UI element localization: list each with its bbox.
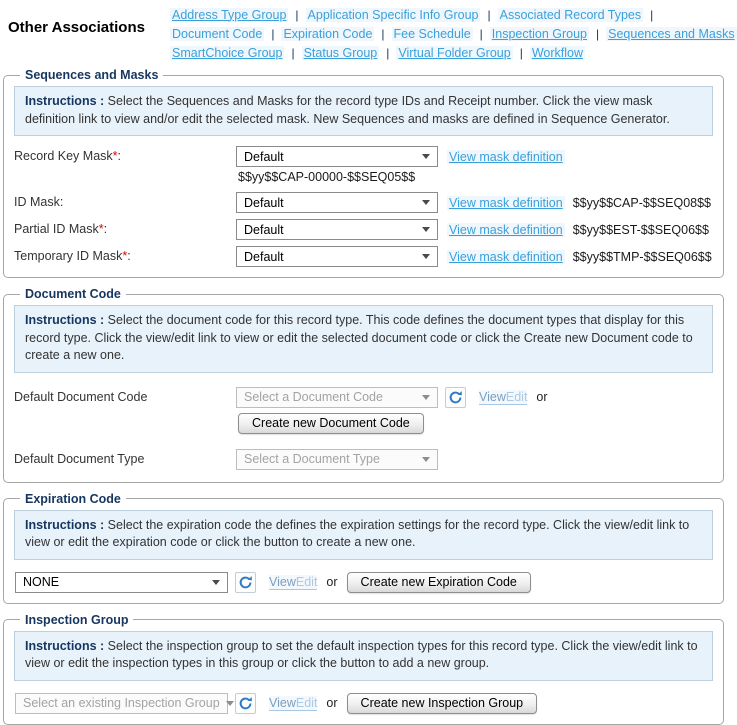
refresh-icon: [238, 696, 253, 711]
partial-id-mask-label: Partial ID Mask*:: [14, 222, 108, 236]
nav-row: [170, 5, 737, 24]
default-document-code-label: Default Document Code: [14, 389, 148, 404]
default-document-code-row: [14, 387, 713, 434]
view-edit-link[interactable]: ViewEdit: [269, 574, 318, 589]
required-asterisk: *: [122, 249, 128, 263]
inspection-group-select[interactable]: Select an existing Inspection Group: [15, 693, 228, 714]
chevron-down-icon: [226, 701, 234, 706]
chevron-down-icon: [422, 395, 430, 400]
refresh-button[interactable]: [235, 572, 256, 593]
partial-id-mask-value: $$yy$$EST-$$SEQ06$$: [572, 222, 709, 237]
nav-separator: |: [381, 26, 385, 41]
instructions-box: [14, 86, 713, 136]
view-mask-definition-link[interactable]: View mask definition: [449, 249, 563, 264]
nav-link-workflow[interactable]: Workflow: [531, 45, 583, 60]
nav-link-fee-schedule[interactable]: Fee Schedule: [393, 26, 471, 41]
nav-separator: |: [291, 45, 295, 60]
section-title: Expiration Code: [25, 491, 121, 506]
id-mask-value: $$yy$$CAP-$$SEQ08$$: [572, 195, 711, 210]
nav-link-address-type-group[interactable]: Address Type Group: [172, 7, 287, 22]
instructions-text: Select the Sequences and Masks for the record type IDs and Receipt number. Click the view mask definition link to view and/or edit the selected mask. New Sequences and masks are defined in Sequence Generator.: [25, 94, 670, 126]
nav-link-smartchoice-group[interactable]: SmartChoice Group: [172, 45, 283, 60]
nav-separator: |: [487, 7, 491, 22]
nav-separator: |: [271, 26, 275, 41]
id-mask-label: ID Mask:: [14, 195, 64, 209]
section-title: Document Code: [25, 287, 121, 301]
default-document-type-label: Default Document Type: [14, 451, 145, 466]
id-mask-row: [14, 192, 713, 213]
refresh-button[interactable]: [235, 693, 256, 714]
instructions-label: Instructions :: [25, 313, 105, 327]
view-edit-link[interactable]: ViewEdit: [479, 389, 528, 404]
nav-link-associated-record-types[interactable]: Associated Record Types: [499, 7, 642, 22]
page-title: Other Associations: [8, 19, 145, 36]
nav-separator: |: [519, 45, 523, 60]
default-document-code-select[interactable]: Select a Document Code: [236, 387, 438, 408]
top-nav: [170, 3, 737, 62]
temporary-id-mask-row: [14, 246, 713, 267]
temporary-id-mask-label: Temporary ID Mask*:: [14, 249, 131, 263]
nav-link-virtual-folder-group[interactable]: Virtual Folder Group: [398, 45, 511, 60]
nav-link-application-specific-info-group[interactable]: Application Specific Info Group: [307, 7, 479, 22]
section-title: Sequences and Masks: [25, 68, 159, 82]
section-inspection-group: [3, 613, 724, 725]
instructions-label: Instructions :: [25, 638, 105, 653]
nav-link-status-group[interactable]: Status Group: [303, 45, 378, 60]
nav-separator: |: [295, 7, 299, 22]
nav-row: [170, 43, 737, 62]
nav-row: [170, 24, 737, 43]
instructions-box: [14, 510, 713, 560]
nav-separator: |: [596, 26, 600, 41]
nav-separator: |: [386, 45, 390, 60]
view-edit-link[interactable]: ViewEdit: [269, 695, 318, 710]
record-key-mask-value: $$yy$$CAP-00000-$$SEQ05$$: [238, 170, 416, 184]
create-new-expiration-code-button[interactable]: Create new Expiration Code: [347, 572, 531, 593]
nav-separator: |: [479, 26, 483, 41]
record-key-mask-row: [14, 146, 713, 186]
instructions-text: Select the expiration code the defines the expiration settings for the record type. Click the view/edit link to view or edit the expiration code or click the button to create a new one.: [25, 517, 690, 549]
default-document-type-row: [14, 449, 713, 470]
view-mask-definition-link[interactable]: View mask definition: [449, 195, 563, 210]
chevron-down-icon: [422, 200, 430, 205]
instructions-text: Select the inspection group to set the default inspection types for this record type. Click the view/edit link to view or edit the inspection types in this group or click the button to add a new group.: [25, 638, 698, 670]
partial-id-mask-row: [14, 219, 713, 240]
instructions-text: Select the document code for this record type. This code defines the document types that display for this record type. Click the view/edit link to view or edit the selected document code or click the Create new Document code to create a new one.: [25, 313, 693, 362]
chevron-down-icon: [212, 580, 220, 585]
nav-link-sequences-and-masks[interactable]: Sequences and Masks: [608, 26, 735, 41]
expiration-code-row: [15, 572, 713, 593]
inspection-group-row: [15, 693, 713, 714]
record-key-mask-label: Record Key Mask*:: [14, 149, 122, 163]
or-text: or: [536, 390, 548, 404]
section-sequences-and-masks: [3, 68, 724, 278]
id-mask-select[interactable]: Default: [236, 192, 438, 213]
required-asterisk: *: [112, 149, 118, 163]
refresh-button[interactable]: [445, 387, 466, 408]
nav-link-inspection-group[interactable]: Inspection Group: [491, 26, 587, 41]
chevron-down-icon: [422, 254, 430, 259]
create-new-document-code-button[interactable]: Create new Document Code: [238, 413, 424, 434]
page-header: [0, 0, 735, 64]
temporary-id-mask-select[interactable]: Default: [236, 246, 438, 267]
refresh-icon: [238, 575, 253, 590]
expiration-code-select[interactable]: NONE: [15, 572, 228, 593]
nav-link-document-code[interactable]: Document Code: [172, 26, 263, 41]
partial-id-mask-select[interactable]: Default: [236, 219, 438, 240]
nav-link-expiration-code[interactable]: Expiration Code: [283, 26, 373, 41]
required-asterisk: *: [98, 222, 104, 236]
section-expiration-code: [3, 492, 724, 604]
chevron-down-icon: [422, 457, 430, 462]
nav-separator: |: [650, 7, 654, 22]
instructions-label: Instructions :: [25, 94, 105, 108]
instructions-box: [14, 631, 713, 681]
chevron-down-icon: [422, 154, 430, 159]
chevron-down-icon: [422, 227, 430, 232]
section-document-code: [3, 287, 724, 483]
view-mask-definition-link[interactable]: View mask definition: [449, 149, 563, 164]
record-key-mask-select[interactable]: Default: [236, 146, 438, 167]
create-new-inspection-group-button[interactable]: Create new Inspection Group: [347, 693, 538, 714]
default-document-type-select[interactable]: Select a Document Type: [236, 449, 438, 470]
section-title: Inspection Group: [25, 612, 129, 627]
instructions-label: Instructions :: [25, 517, 105, 532]
instructions-box: [14, 305, 713, 373]
or-text: or: [326, 696, 338, 710]
refresh-icon: [448, 390, 463, 405]
or-text: or: [326, 575, 338, 589]
view-mask-definition-link[interactable]: View mask definition: [449, 222, 563, 237]
temporary-id-mask-value: $$yy$$TMP-$$SEQ06$$: [572, 249, 712, 264]
